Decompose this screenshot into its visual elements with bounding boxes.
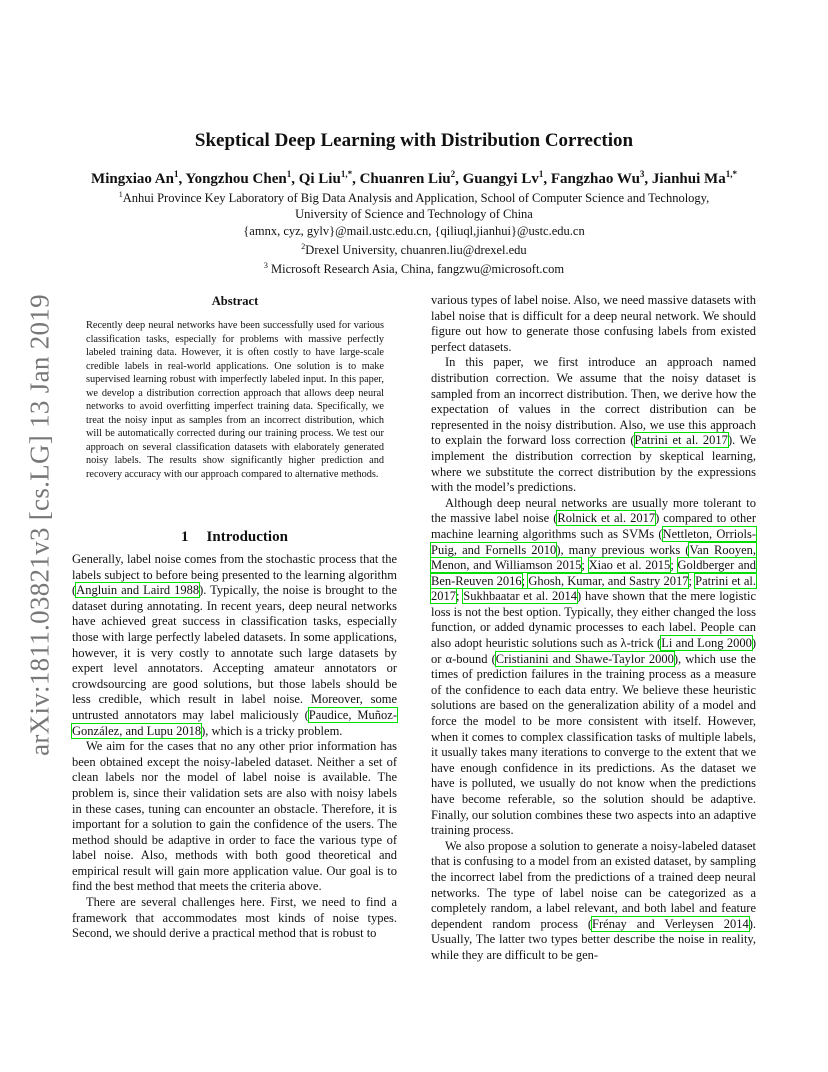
citation-link[interactable]: Angluin and Laird 1988 xyxy=(76,583,200,598)
intro-paragraph-6: Although deep neural networks are usually more tolerant to the massive label noise (Rolnick et al. 2017) compared to other machine learning algorithms such as SVMs (Nettleton, Orriols-Puig, and Fornells 2010), many previous works (Van Rooyen, Menon, and Williamson 2015; Xiao et al. 2015; Goldberger and Ben-Reuven 2016; Ghosh, Kumar, and Sastry 2017; Patrini et al. 2017; Sukhbaatar et al. 2014) have shown that the mere logistic loss is not the best option. Typically, they either changed the loss function, or added dynamic processes to each label. People can also adopt heuristic solutions such as λ-trick (Li and Long 2000) or α-bound (Cristianini and Shawe-Taylor 2000), which use the times of prediction failures in the training process as a measure of the confidence to each data entry. We believe these heuristic solutions are based on the generalization ability of a model and force the model to be more consistent with itself. However, when it comes to complex classification tasks of multiple labels, it usually takes many iterations to converge to the extent that we have enough confidence in its predictions. As the dataset we have is polluted, we usually do not know when the predictions have become referable, so the solution should be adaptive. Finally, our solution combines these two aspects into an adaptive training process. xyxy=(431,495,757,838)
right-column-body xyxy=(431,293,756,964)
author: Chuanren Liu$^2$ xyxy=(359,169,456,187)
citation-link[interactable]: Sukhbaatar et al. 2014 xyxy=(463,589,578,604)
section-heading: 1 Introduction xyxy=(181,529,288,545)
intro-paragraph-1: Generally, label noise comes from the stochastic process that the labels subject to before being presented to the learning algorithm (Angluin and Laird 1988). Typically, the noise is brought to the dataset during annotating. In recent years, deep neural networks have achieved great success in classification tasks, especially those with large perfectly labeled datasets. In some applications, however, it is very costly to annotate such large datasets by expert level annotators. Accepting amateur annotators or crowdsourcing are good solutions, but those labels should be less credible, which result in label noise. Moreover, some untrusted annotators may label maliciously (Paudice, Muñoz-González, and Lupu 2018), which is a tricky problem. xyxy=(72,552,398,738)
citation-link[interactable]: Cristianini and Shawe-Taylor 2000 xyxy=(495,651,674,666)
affiliation-1-university: University of Science and Technology of China xyxy=(295,207,533,222)
author-emails: {amnx, cyz, gylv}@mail.ustc.edu.cn, {qiliuql,jianhui}@ustc.edu.cn xyxy=(243,223,585,238)
intro-paragraph-2: We aim for the cases that no any other prior information has been obtained except the noisy-labeled dataset. Neither a set of clean labels nor the model of label noise is available. The problem is, since their validation sets are also with noisy labels in these cases, tuning can encounter an obstacle. Therefore, it is important for a solution to gain the confidence of the users. The method should be adaptive in order to face the various type of label noise. Also, methods with both good theoretical and empirical result will gain more application value. Our goal is to find the best method that meets the criteria above. xyxy=(72,739,397,894)
citation-link[interactable]: Patrini et al. 2017 xyxy=(634,433,728,448)
citation-link[interactable]: Goldberger and Ben-Reuven 2016 xyxy=(431,558,757,588)
intro-paragraph-3: There are several challenges here. First, we need to find a framework that accommodates most kinds of noise types. Second, we should derive a practical method that is robust to xyxy=(72,895,397,941)
abstract-text: Recently deep neural networks have been successfully used for various classification tasks, especially for problems with massive perfectly labeled training data. However, it is often costly to have large-scale credible labels in real-world applications. One solution is to make supervised learning robust with imperfectly labeled input. In this paper, we develop a distribution correction approach that allows deep neural networks to avoid overfitting imperfect training data. Specifically, we treat the noisy input as samples from an incorrect distribution, which will be automatically corrected during our training process. We test our approach on several classification datasets with elaborately generated noisy labels. The results show significantly higher prediction and recovery accuracy with our approach compared to alternative methods. xyxy=(86,320,384,480)
abstract-heading: Abstract xyxy=(211,294,259,308)
citation-link[interactable]: Xiao et al. 2015 xyxy=(588,558,671,573)
intro-paragraph-5: In this paper, we first introduce an approach named distribution correction. We assume that the noisy dataset is sampled from an incorrect distribution. Then, we derive how the expectation of values in the correct distribution can be represented in the noisy distribution. Also, we use this approach to explain the forward loss correction (Patrini et al. 2017). We implement the distribution correction by skeptical learning, where we substitute the correct distribution by the expressions with the model’s predictions. xyxy=(431,355,756,495)
citation-link[interactable]: Van Rooyen, Menon, and Williamson 2015 xyxy=(431,542,756,573)
affiliations xyxy=(0,187,828,277)
citation-link[interactable]: Li and Long 2000 xyxy=(661,636,752,651)
affiliation-1: $^1$Anhui Province Key Laboratory of Big Data Analysis and Application, School of Computer Science and Technology, xyxy=(118,190,710,206)
citation-link[interactable]: Paudice, Muñoz-González, and Lupu 2018 xyxy=(72,707,397,738)
arxiv-identifier: arXiv:1811.03821v3 [cs.LG] 13 Jan 2019 xyxy=(24,294,55,756)
affiliation-2: $^2$Drexel University, chuanren.liu@drexel.edu xyxy=(301,241,527,257)
citation-link[interactable]: Ghosh, Kumar, and Sastry 2017 xyxy=(528,573,689,588)
paper-title: Skeptical Deep Learning with Distribution Correction xyxy=(194,130,634,151)
citation-link[interactable]: Nettleton, Orriols-Puig, and Fornells 2010 xyxy=(431,526,756,557)
author: Fangzhao Wu$^3$ xyxy=(550,169,645,187)
author: Mingxiao An$^1$ xyxy=(91,169,179,187)
left-column-body xyxy=(72,552,397,942)
citation-link[interactable]: Frénay and Verleysen 2014 xyxy=(592,916,749,931)
author-list: Mingxiao An$^1$, Yongzhou Chen$^1$, Qi Liu$^{1,*}$, Chuanren Liu$^2$, Guangyi Lv$^1$, Fangzhao Wu$^3$, Jianhui $Ma^{1,*}$ xyxy=(91,169,737,187)
author: Jianhui $Ma^{1,*}$ xyxy=(651,169,737,187)
author: Qi Liu$^{1,*}$ xyxy=(298,169,353,187)
intro-paragraph-7: We also propose a solution to generate a noisy-labeled dataset that is confusing to a model from an existed dataset, by sampling the incorrect label from the predictions of a trained deep neural networks. The type of label noise can be categorized as a completely random, a label relevant, and both label and feature dependent random process (Frénay and Verleysen 2014). Usually, The latter two types better describe the noise in reality, while they are difficult to be gen- xyxy=(431,838,756,962)
author: Guangyi Lv$^1$ xyxy=(462,169,544,187)
affiliation-3: $^3$ Microsoft Research Asia, China, fangzwu@microsoft.com xyxy=(263,261,565,277)
author: Yongzhou Chen$^1$ xyxy=(185,169,292,187)
intro-paragraph-4: various types of label noise. Also, we need massive datasets with label noise that is difficult for a deep neural network. We should figure out how to generate those confusing labels from existed perfect datasets. xyxy=(431,293,756,354)
citation-link[interactable]: Patrini et al. 2017 xyxy=(431,573,756,604)
citation-link[interactable]: Rolnick et al. 2017 xyxy=(557,511,656,526)
